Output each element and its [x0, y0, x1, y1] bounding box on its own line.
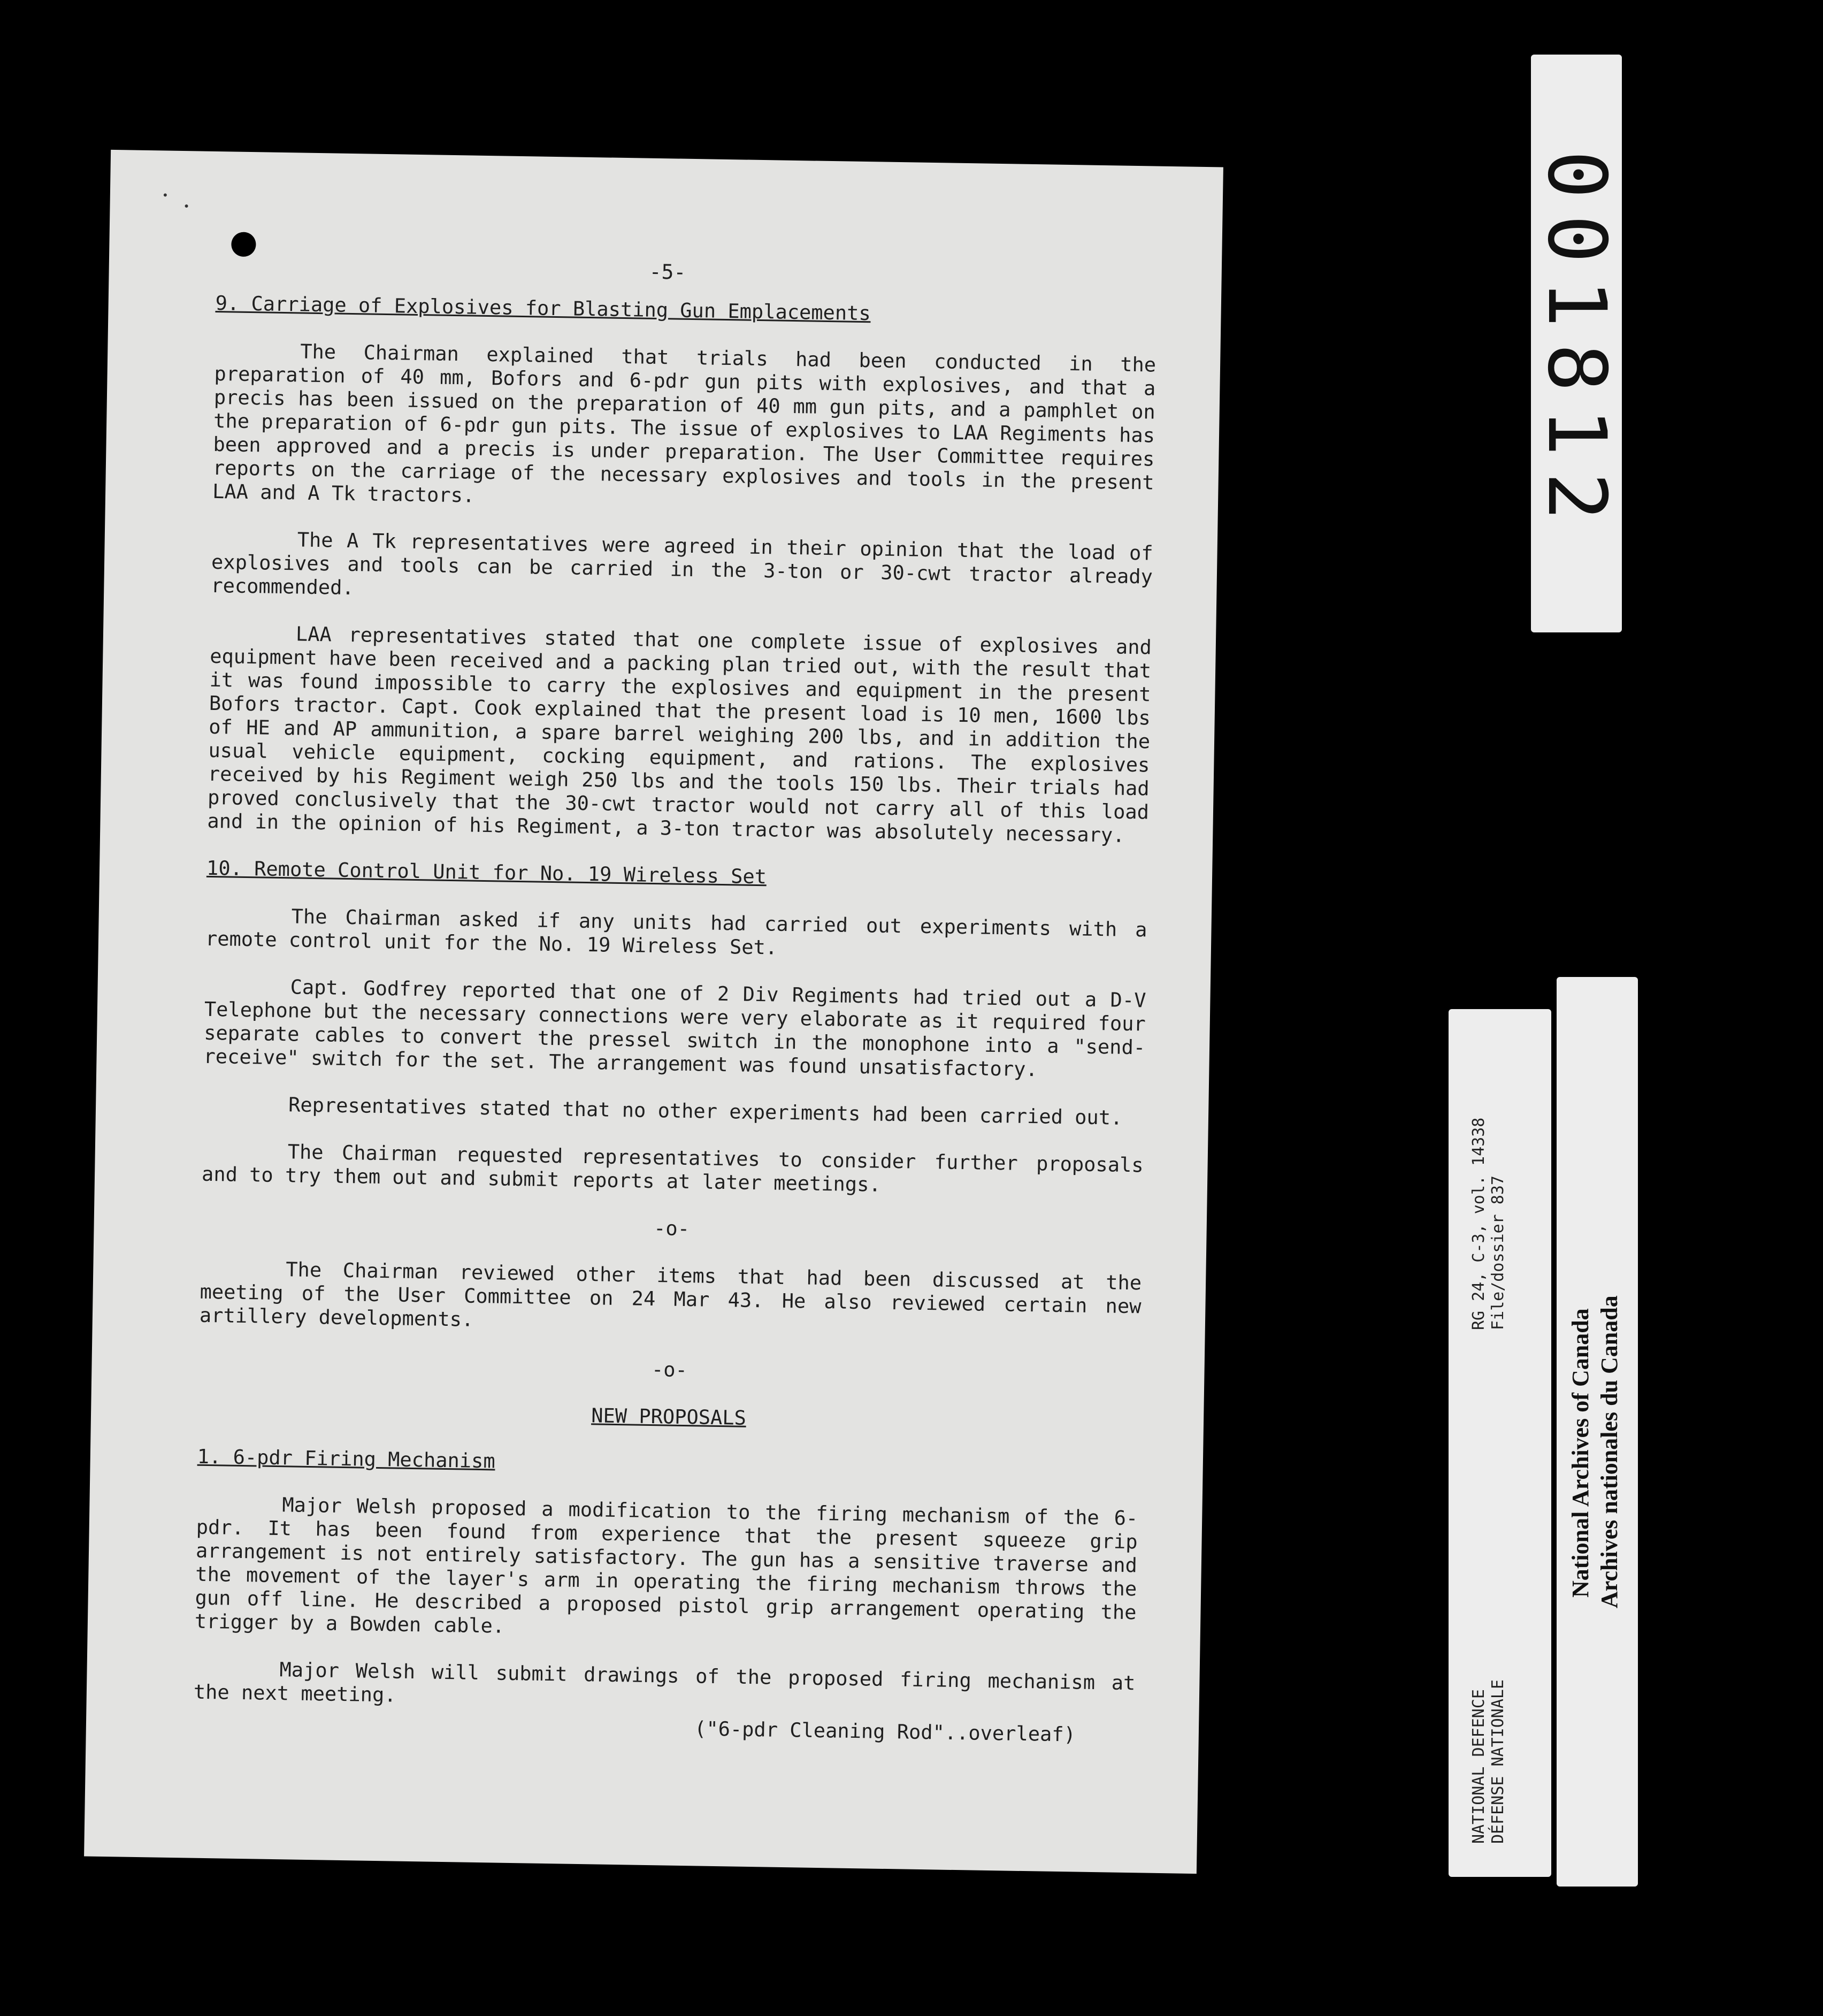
paragraph: Representatives stated that no other experiments had been carried out.	[288, 1093, 1123, 1129]
department-line: NATIONAL DEFENCE	[1469, 1689, 1488, 1844]
section-heading: 9. Carriage of Explosives for Blasting Gun Emplacements	[215, 291, 871, 325]
section-heading: 1. 6-pdr Firing Mechanism	[197, 1445, 496, 1473]
frame-number: 001812	[1530, 150, 1623, 537]
paragraph: The Chairman asked if any units had carried out experiments with a remote control unit for the No. 19 Wireless Set.	[205, 905, 1147, 959]
punch-hole	[231, 232, 256, 257]
archives-name-fr: Archives nationales du Canada	[1596, 1295, 1622, 1608]
separator: -o-	[651, 1358, 688, 1382]
paragraph: Major Welsh will submit drawings of the proposed firing mechanism at the next meeting.	[193, 1658, 1136, 1707]
paragraph: Capt. Godfrey reported that one of 2 Div Regiments had tried out a D-V Telephone but the necessary connections were very elaborate as it required four separate cables to convert the pressel switch in the monophone into a "send-receive" switch for the set. The arrangement was found unsatisfactory.	[203, 975, 1146, 1081]
document-body	[193, 292, 1157, 1747]
speck	[185, 204, 188, 208]
paragraph: The Chairman reviewed other items that had been discussed at the meeting of the User Committee on 24 Mar 43. He also reviewed certain new artillery developments.	[199, 1258, 1142, 1331]
paragraph: The Chairman requested representatives to consider further proposals and to try them out and submit reports at later meetings.	[201, 1140, 1144, 1196]
overleaf-note: ("6-pdr Cleaning Rod"..overleaf)	[694, 1717, 1076, 1746]
department-line: DÉFENSE NATIONALE	[1489, 1679, 1507, 1844]
section-heading: 10. Remote Control Unit for No. 19 Wireless Set	[206, 856, 767, 889]
paragraph: LAA representatives stated that one complete issue of explosives and equipment have been received and a packing plan tried out, with the result that it was found impossible to carry the explosives and equipment in the present Bofors tractor. Capt. Cook explained that the present load is 10 men, 1600 lbs of HE and AP ammunition, a spare barrel weighing 200 lbs, and in addition the usual vehicle equipment, cocking equipment, and rations. The explosives received by his Regiment weigh 250 lbs and the tools 150 lbs. Their trials had proved conclusively that the 30-cwt tractor would not carry all of this load and in the opinion of his Regiment, a 3-ton tractor was absolutely necessary.	[207, 622, 1152, 847]
speck	[164, 193, 167, 196]
frame-number-label	[1531, 55, 1622, 632]
archives-label	[1557, 977, 1638, 1887]
archives-name-en: National Archives of Canada	[1567, 1308, 1594, 1598]
separator: -o-	[653, 1217, 690, 1241]
document-page	[84, 150, 1223, 1874]
reference-label	[1449, 1009, 1551, 1877]
reference-line: RG 24, C-3, vol. 14338	[1469, 1117, 1488, 1330]
paragraph: The Chairman explained that trials had been conducted in the preparation of 40 mm, Bofors and 6-pdr gun pits with explosives, and that a precis has been issued on the preparation of 40 mm gun pits, and a pamphlet on the preparation of 6-pdr gun pits. The issue of explosives to LAA Regiments has been approved and a precis is under preparation. The User Committee requires reports on the carriage of the necessary explosives and tools in the present LAA and A Tk tractors.	[212, 340, 1156, 507]
reference-line: File/dossier 837	[1489, 1175, 1507, 1330]
page-number: -5-	[649, 259, 686, 284]
paragraph: Major Welsh proposed a modification to the firing mechanism of the 6-pdr. It has been found from experience that the present squeeze grip arrangement is not entirely satisfactory. The gun has a sensitive traverse and the movement of the layer's arm in operating the firing mechanism throws the gun off line. He described a proposed pistol grip arrangement operating the trigger by a Bowden cable.	[194, 1493, 1138, 1638]
paragraph: The A Tk representatives were agreed in their opinion that the load of explosives and tools can be carried in the 3-ton or 30-cwt tractor already recommended.	[211, 528, 1153, 600]
new-proposals-title: NEW PROPOSALS	[591, 1404, 747, 1430]
